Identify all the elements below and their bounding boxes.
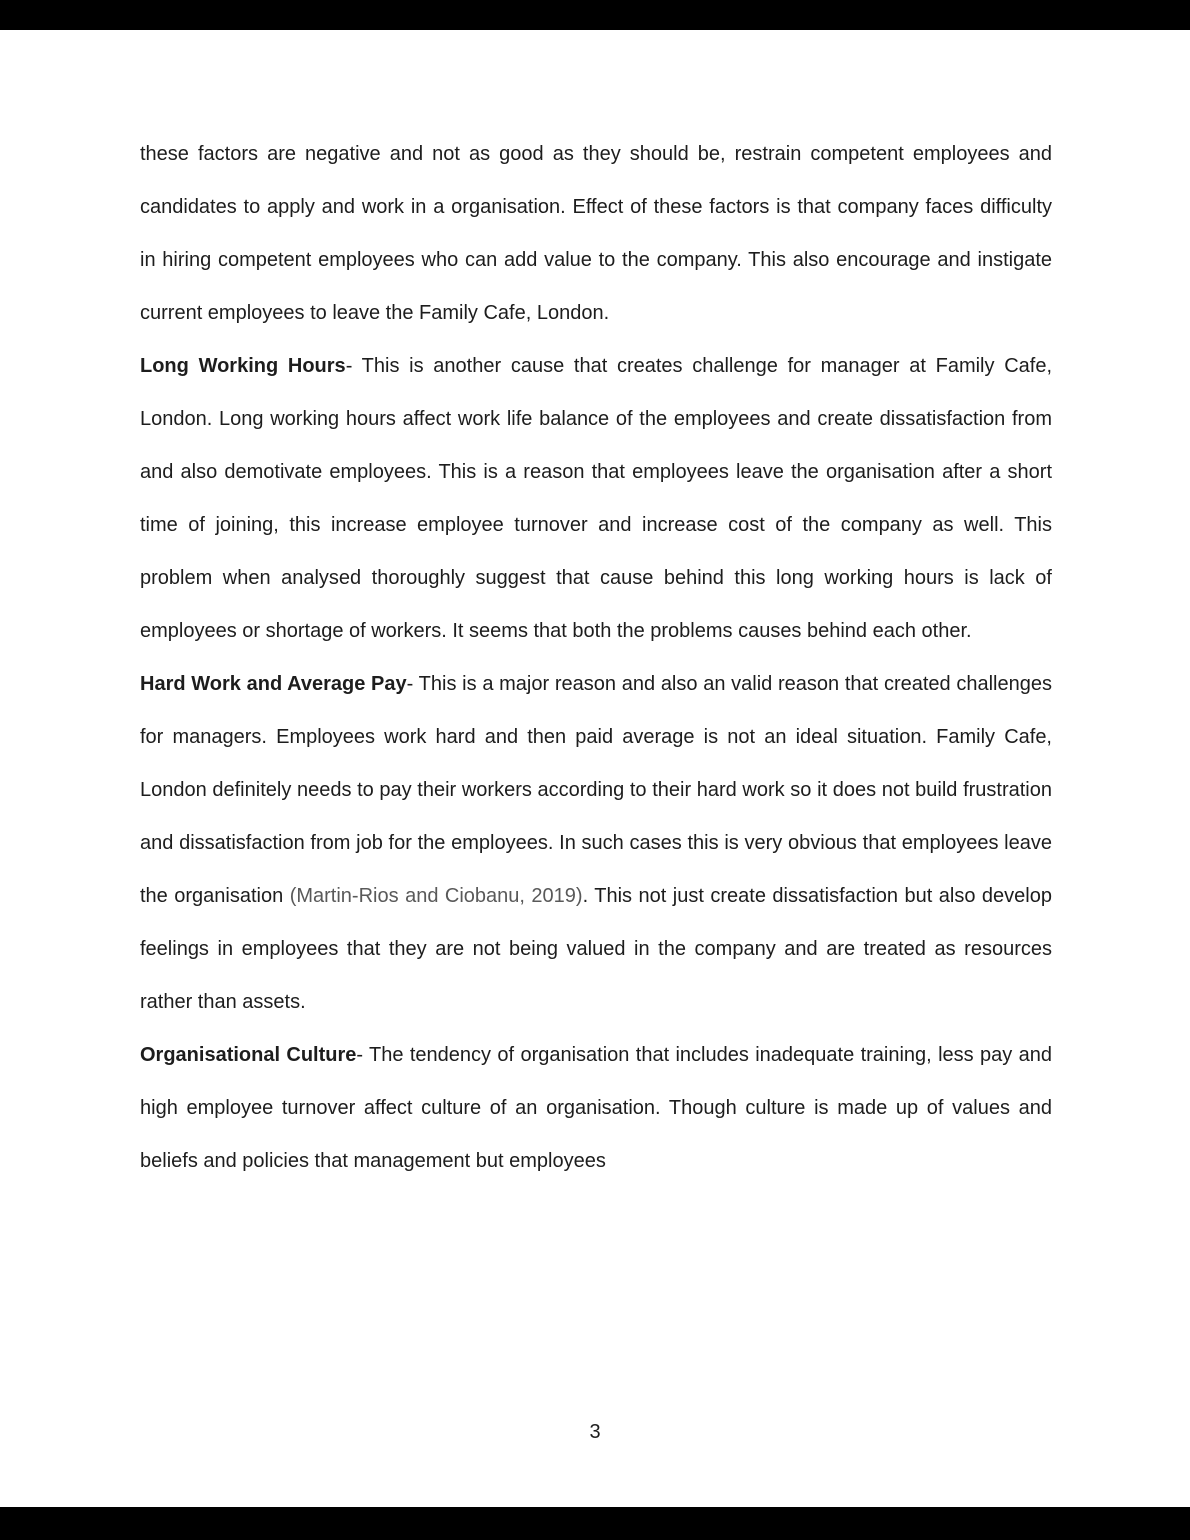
paragraph-bold-lead: Organisational Culture	[140, 1044, 357, 1066]
citation-text: (Martin-Rios and Ciobanu, 2019)	[289, 885, 583, 907]
page-top-edge	[0, 0, 1190, 30]
page-bottom-edge	[0, 1507, 1190, 1540]
paragraph-intro-continuation	[140, 128, 1052, 340]
paragraph-text: - This is a major reason and also an valid reason that created challenges for managers. Employees work hard and then paid average is not an ideal situation. Family Cafe, London definitely needs to pay their workers according to their hard work so it does not build frustration and dissatisfaction from job for the employees. In such cases this is very obvious that employees leave the organisation	[140, 673, 1052, 907]
paragraph-text: - This is another cause that creates challenge for manager at Family Cafe, London. Long working hours affect work life balance of the employees and create dissatisfaction from and also demotivate employees. This is a reason that employees leave the organisation after a short time of joining, this increase employee turnover and increase cost of the company as well. This problem when analysed thoroughly suggest that cause behind this long working hours is lack of employees or shortage of workers. It seems that both the problems causes behind each other.	[140, 355, 1052, 642]
paragraph-hard-work-average-pay	[140, 658, 1052, 1029]
paragraph-bold-lead: Long Working Hours	[140, 355, 346, 377]
page-number: 3	[589, 1421, 601, 1443]
paragraph-long-working-hours	[140, 340, 1052, 658]
paragraph-text: - The tendency of organisation that includes inadequate training, less pay and high employee turnover affect culture of an organisation. Though culture is made up of values and beliefs and policies that management but employees	[140, 1044, 1052, 1172]
paragraph-text: these factors are negative and not as good as they should be, restrain competent employees and candidates to apply and work in a organisation. Effect of these factors is that company faces difficulty in hiring competent employees who can add value to the company. This also encourage and instigate current employees to leave the Family Cafe, London.	[140, 143, 1052, 324]
paragraph-organisational-culture	[140, 1029, 1052, 1188]
paragraph-bold-lead: Hard Work and Average Pay	[140, 673, 407, 695]
paragraph-text: . This not just create dissatisfaction but also develop feelings in employees that they are not being valued in the company and are treated as resources rather than assets.	[140, 885, 1052, 1013]
document-text-block	[140, 128, 1052, 1188]
